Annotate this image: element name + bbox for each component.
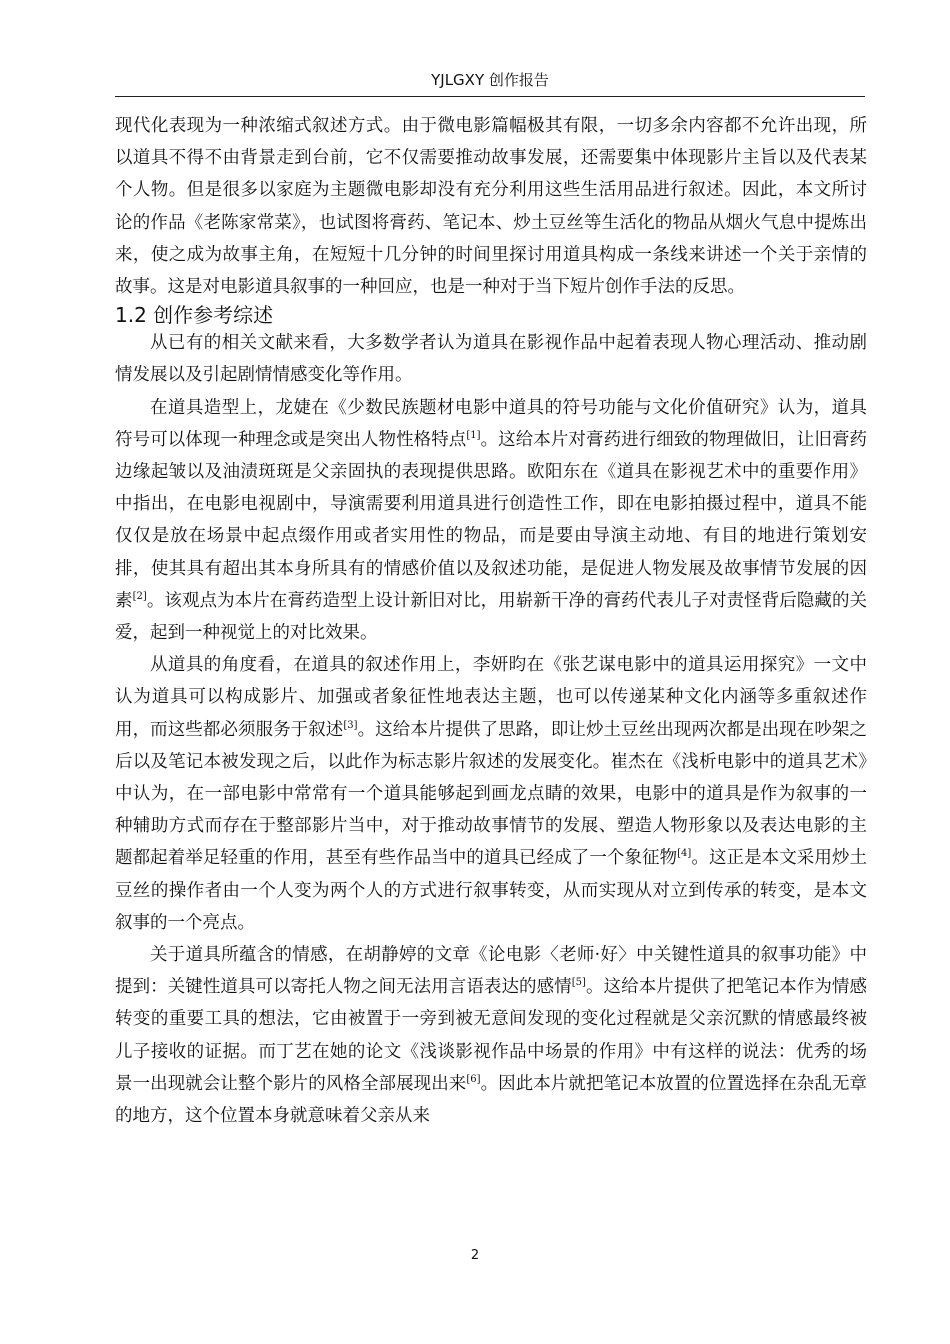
citation-2: [2] bbox=[132, 591, 147, 603]
running-header: YJLGXY 创作报告 bbox=[115, 66, 865, 97]
paragraph-2 bbox=[115, 392, 867, 650]
paragraph-3 bbox=[115, 649, 867, 939]
paragraph-3-text-a: 从道具的角度看，在道具的叙述作用上，李妍昀在《张艺谋电影中的道具运用探究》一文中认为道具可以构成影片、加强或者象征性地表达主题，也可以传递某种文化内涵等多重叙述作用，而这些都必须服务于叙述 bbox=[115, 655, 867, 740]
body-text bbox=[115, 110, 867, 1132]
citation-3: [3] bbox=[343, 719, 358, 731]
paragraph-4-text-a: 关于道具所蕴含的情感，在胡静婷的文章《论电影〈老师·好〉中关键性道具的叙事功能》中提到：关键性道具可以寄托人物之间无法用言语表达的感情 bbox=[115, 945, 867, 998]
paragraph-4-text-c: 。因此本片就把笔记本放置的位置选择在杂乱无章的地方，这个位置本身就意味着父亲从来 bbox=[115, 1073, 868, 1127]
citation-4: [4] bbox=[677, 848, 692, 860]
page-number: 2 bbox=[470, 1248, 480, 1263]
paragraph-2-text-c: 。该观点为本片在膏药造型上设计新旧对比，用崭新干净的膏药代表儿子对责怪背后隐藏的关爱，起到一种视觉上的对比效果。 bbox=[115, 590, 868, 644]
paragraph-3-text-b: 。这给本片提供了思路，即让炒土豆丝出现两次都是出现在吵架之后以及笔记本被发现之后，以此作为标志影片叙述的发展变化。崔杰在《浅析电影中的道具艺术》中认为，在一部电影中常常有一个道具能够起到画龙点睛的效果，电影中的道具是作为叙事的一种辅助方式而存在于整部影片当中，对于推动故事情节的发展、塑造人物形象以及表达电影的主题都起着举足轻重的作用，甚至有些作品当中的道具已经成了一个象征物 bbox=[115, 719, 867, 869]
paragraph-2-text-b: 。这给本片对膏药进行细致的物理做旧，让旧膏药边缘起皱以及油渍斑斑是父亲固执的表现提供思路。欧阳东在《道具在影视艺术中的重要作用》中指出，在电影电视剧中，导演需要利用道具进行创造性工作，即在电影拍摄过程中，道具不能仅仅是放在场景中起点缀作用或者实用性的物品，而是要由导演主动地、有目的地进行策划安排，使其具有超出其本身所具有的情感价值以及叙述功能，是促进人物发展及故事情节发展的因素 bbox=[115, 429, 868, 611]
intro-paragraph: 现代化表现为一种浓缩式叙述方式。由于微电影篇幅极其有限，一切多余内容都不允许出现，所以道具不得不由背景走到台前，它不仅需要推动故事发展，还需要集中体现影片主旨以及代表某个人物。但是很多以家庭为主题微电影却没有充分利用这些生活用品进行叙述。因此，本文所讨论的作品《老陈家常菜》，也试图将膏药、笔记本、炒土豆丝等生活化的物品从烟火气息中提炼出来，使之成为故事主角，在短短十几分钟的时间里探讨用道具构成一条线来讲述一个关于亲情的故事。这是对电影道具叙事的一种回应，也是一种对于当下短片创作手法的反思。 bbox=[115, 116, 867, 298]
paragraph-4-text-b: 。这给本片提供了把笔记本作为情感转变的重要工具的想法，它由被置于一旁到被无意间发现的变化过程就是父亲沉默的情感最终被儿子接收的证据。而丁艺在她的论文《浅谈影视作品中场景的作用》中有这样的说法：优秀的场景一出现就会让整个影片的风格全部展现出来 bbox=[115, 977, 867, 1094]
paragraph-4 bbox=[115, 939, 867, 1132]
paragraph-1 bbox=[115, 327, 867, 391]
paragraph-1-text: 从已有的相关文献来看，大多数学者认为道具在影视作品中起着表现人物心理活动、推动剧情发展以及引起剧情情感变化等作用。 bbox=[115, 333, 867, 386]
citation-1: [1] bbox=[466, 430, 481, 441]
section-heading: 1.2 创作参考综述 bbox=[115, 303, 274, 328]
paragraph-3-text-c: 。这正是本文采用炒土豆丝的操作者由一个人变为两个人的方式进行叙事转变，从而实现从对立到传承的转变，是本文叙事的一个亮点。 bbox=[115, 848, 868, 933]
citation-5: [5] bbox=[571, 977, 586, 989]
citation-6: [6] bbox=[466, 1074, 481, 1086]
paragraph-2-text-a: 在道具造型上，龙婕在《少数民族题材电影中道具的符号功能与文化价值研究》认为，道具符号可以体现一种理念或是突出人物性格特点 bbox=[115, 397, 867, 450]
